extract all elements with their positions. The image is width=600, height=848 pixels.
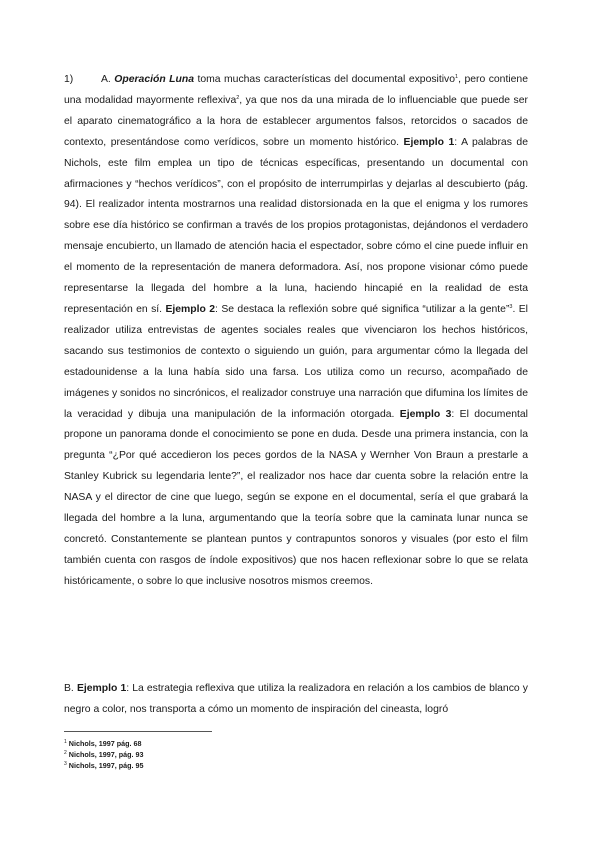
footnote-ref: 2 bbox=[236, 94, 240, 101]
footnote-mark: 1 bbox=[64, 739, 67, 745]
body-text: , ya que nos da una mirada de lo influenciable que puede ser el aparato cinematográfico a la hora de establecer argumentos falsos, retorcidos o sacados de contexto, presentándose como verídicos, sobre un momento histórico. bbox=[64, 94, 528, 148]
footnote-divider bbox=[64, 731, 212, 732]
example-label: Ejemplo 1 bbox=[403, 136, 455, 148]
footnote-ref: 1 bbox=[455, 74, 459, 80]
item-number: 1) bbox=[64, 74, 74, 85]
example-label: Ejemplo 1 bbox=[76, 683, 127, 694]
film-title: Operación Luna bbox=[114, 74, 194, 85]
item-letter: B. bbox=[64, 683, 74, 694]
paragraph-1 bbox=[64, 70, 528, 593]
example-label: Ejemplo 2 bbox=[165, 303, 216, 315]
footnote-mark: 2 bbox=[64, 750, 67, 756]
body-text: , pero contiene una modalidad mayormente reflexiva bbox=[64, 74, 528, 106]
footnote-mark: 3 bbox=[64, 761, 67, 767]
footnote-text: Nichols, 1997, pág. 93 bbox=[68, 750, 144, 759]
paragraph-2 bbox=[64, 679, 528, 721]
body-text: . El realizador utiliza entrevistas de agentes sociales reales que vivenciaron los hechos históricos, sacando sus testimonios de contexto o siguiendo un guión, para argumentar cómo la llegada del estadounidense a la luna había sido una farsa. Los utiliza como un recurso, acompañado de imágenes y sonidos no sincrónicos, el realizador construye una narración que difumina los límites de la veracidad y dibuja una manipulación de la información otorgada. bbox=[64, 303, 528, 420]
footnote-ref: 3 bbox=[509, 303, 513, 310]
footnote bbox=[64, 738, 144, 749]
footnote-text: Nichols, 1997 pág. 68 bbox=[68, 739, 142, 748]
body-text: : Se destaca la reflexión sobre qué significa “utilizar a la gente” bbox=[215, 303, 510, 315]
footnotes bbox=[64, 738, 144, 771]
example-label: Ejemplo 3 bbox=[399, 408, 452, 420]
item-letter: A. bbox=[101, 74, 111, 85]
footnote bbox=[64, 760, 144, 771]
footnote bbox=[64, 749, 144, 760]
body-text: toma muchas características del documental expositivo bbox=[193, 74, 456, 85]
body-text: : La estrategia reflexiva que utiliza la realizadora en relación a los cambios de blanco y negro a color, nos transporta a cómo un momento de inspiración del cineasta, logró bbox=[64, 683, 528, 715]
body-text: : El documental propone un panorama donde el conocimiento se pone en duda. Desde una primera instancia, con la pregunta “¿Por qué accedieron los peces gordos de la NASA y Wernher Von Braun a prestarle a Stanley Kubrick su legendaria lente?”, el realizador nos hace dar cuenta sobre la relación entre la NASA y el director de cine que luego, según se expone en el documental, sería el que grabará la llegada del hombre a la luna, argumentando que la teoría sobre que la caminata lunar nunca se concretó. Constantemente se plantean puntos y contrapuntos sonoros y visuales (por esto el film también cuenta con rasgos de índole expositivos) que nos hacen reflexionar sobre lo que se relata históricamente, o sobre lo que inclusive nosotros mismos creemos. bbox=[64, 408, 528, 587]
footnote-text: Nichols, 1997, pág. 95 bbox=[68, 761, 144, 770]
body-text: : A palabras de Nichols, este film emplea un tipo de técnicas específicas, presentando un documental con afirmaciones y “hechos verídicos”, con el propósito de interrumpirlas y dejarlas al descubierto (pág. 94). El realizador intenta mostrarnos una realidad distorsionada en la que el enigma y los rumores sobre ese día histórico se confirman a través de los propios protagonistas, dejándonos el verdadero mensaje encubierto, un llamado de atención hacia el espectador, sobre cómo el cine puede influir en el momento de la representación de manera deformadora. Así, nos propone visionar cómo puede representarse la llegada del hombre a la luna, haciendo hincapié en la realidad de esta representación en sí. bbox=[64, 136, 528, 315]
